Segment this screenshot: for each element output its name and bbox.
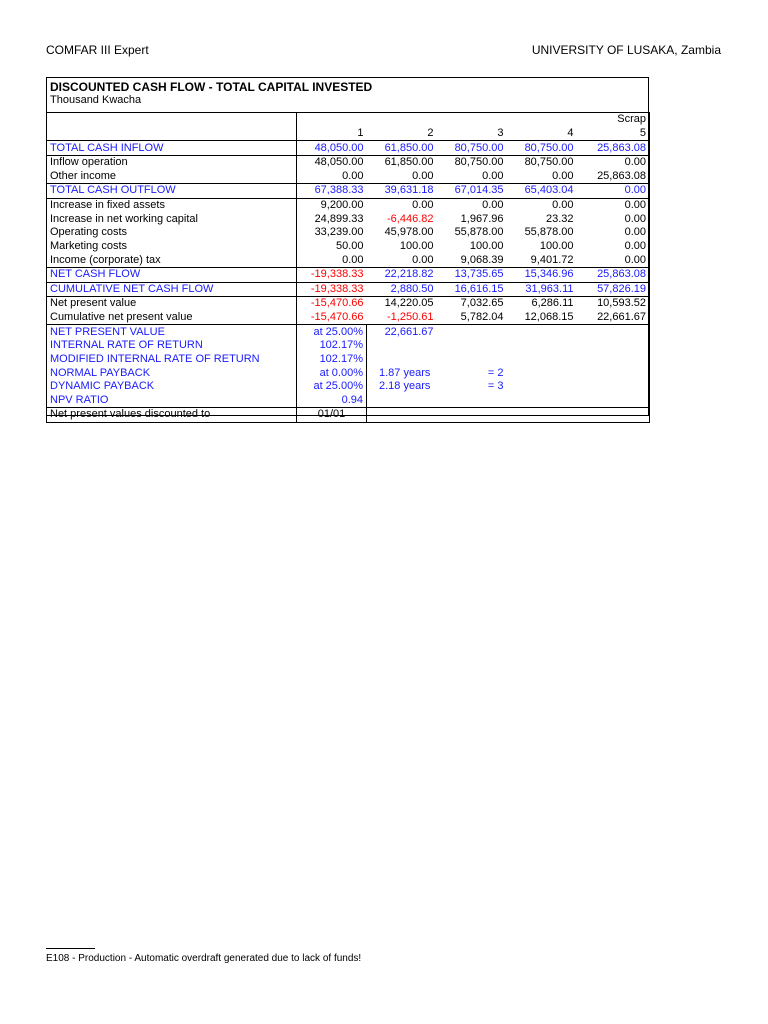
cell: 0.00 [577,198,650,212]
row-label: NET CASH FLOW [47,267,297,282]
summary-label: NORMAL PAYBACK [47,366,297,380]
cell: -15,470.66 [297,311,367,325]
cell: 16,616.15 [437,282,507,297]
cell: 61,850.00 [367,141,437,156]
table-row [47,297,650,311]
footnote: E108 - Production - Automatic overdraft generated due to lack of funds! [46,953,362,964]
report-unit: Thousand Kwacha [50,94,142,106]
summary-label: INTERNAL RATE OF RETURN [47,339,297,353]
cell: 100.00 [469,239,504,252]
cell: -19,338.33 [297,282,367,297]
cell: 0.00 [297,170,367,184]
cell: 15,346.96 [507,267,577,282]
cell: 13,735.65 [437,267,507,282]
summary-value: at 25.00% [297,380,367,394]
summary-row [47,339,650,353]
row-label: Operating costs [47,226,297,240]
summary-value: 2.18 years [379,380,431,393]
cell: 25,863.08 [577,141,650,156]
cell: 65,403.04 [507,184,577,199]
table-row [47,226,650,240]
summary-label: Net present values discounted to [47,408,297,423]
cell: 100.00 [539,239,574,252]
summary-row [47,394,650,408]
summary-row [47,408,650,423]
summary-value [367,353,437,367]
row-label: TOTAL CASH INFLOW [47,141,297,156]
summary-value [437,408,507,423]
cell: 31,963.11 [507,282,577,297]
row-label: Net present value [47,297,297,311]
cell: 0.00 [367,253,437,267]
cell: -6,446.82 [387,212,434,225]
cell: 22,218.82 [367,267,437,282]
table-row [47,184,650,199]
cell: 0.00 [577,212,650,226]
cash-flow-table [46,112,650,423]
cell: 0.00 [297,253,367,267]
summary-value: = 2 [487,366,504,379]
cell: 5,782.04 [437,311,507,325]
cell: 1,967.96 [460,212,504,225]
cell: 22,661.67 [577,311,650,325]
column-header-row-years [47,127,650,141]
cell: -15,470.66 [310,297,364,310]
row-label: Cumulative net present value [47,311,297,325]
header-app-name: COMFAR III Expert [46,43,149,57]
summary-label: NPV RATIO [47,394,297,408]
cell: 45,978.00 [384,226,434,239]
cell: 12,068.15 [507,311,577,325]
scrap-column-label: Scrap [577,113,650,127]
cell: 9,401.72 [507,253,577,267]
cell: 80,750.00 [524,156,574,169]
cell: 0.00 [482,199,504,212]
row-label: TOTAL CASH OUTFLOW [47,184,297,199]
summary-value: 22,661.67 [384,325,434,338]
table-row [47,253,650,267]
cell: 0.00 [577,240,650,254]
summary-value [367,339,437,353]
table-row [47,267,650,282]
year-header: 3 [497,126,504,139]
summary-value: 102.17% [297,339,367,353]
column-header-row-scrap [47,113,650,127]
summary-value: 102.17% [297,353,367,367]
summary-value: at 25.00% [297,325,367,339]
cell: 0.00 [507,170,577,184]
cell: 24,899.33 [314,212,364,225]
cell: 0.00 [552,199,574,212]
cell: 0.00 [577,155,650,169]
cell: 48,050.00 [297,141,367,156]
cell: 2,880.50 [367,282,437,297]
table-row [47,240,650,254]
table-row [47,282,650,297]
cell: 9,200.00 [320,199,364,212]
summary-label: DYNAMIC PAYBACK [47,380,297,394]
cell: 14,220.05 [384,297,434,310]
summary-value: 0.94 [297,394,367,408]
year-header: 5 [577,127,650,141]
cell: 67,388.33 [297,184,367,199]
cell: 80,750.00 [507,141,577,156]
cell: 0.00 [577,226,650,240]
cell: 100.00 [399,239,434,252]
table-row [47,141,650,156]
summary-value [437,353,507,367]
cell: 80,750.00 [437,141,507,156]
cell: 0.00 [437,170,507,184]
row-label: Increase in net working capital [47,212,297,226]
row-label: Income (corporate) tax [47,253,297,267]
summary-row [47,366,650,380]
cell: 25,863.08 [577,170,650,184]
footnote-rule [46,948,95,949]
cell: 6,286.11 [531,297,574,310]
cell: 25,863.08 [577,267,650,282]
report-title: DISCOUNTED CASH FLOW - TOTAL CAPITAL INVESTED [50,80,373,94]
summary-value [437,325,507,339]
table-row [47,155,650,169]
cell: 0.00 [367,170,437,184]
summary-value: 1.87 years [379,366,431,379]
cell: 33,239.00 [314,226,364,239]
row-label: Other income [47,170,297,184]
cell: 9,068.39 [437,253,507,267]
cell: 50.00 [335,239,364,252]
cell: 0.00 [412,199,434,212]
summary-value [367,408,437,423]
cell: 55,878.00 [524,226,574,239]
cell: 57,826.19 [577,282,650,297]
table-row [47,311,650,325]
summary-value [437,394,507,408]
cell: 39,631.18 [367,184,437,199]
cell: 61,850.00 [384,156,434,169]
table-row [47,170,650,184]
row-label: Marketing costs [47,240,297,254]
summary-row [47,353,650,367]
table-row [47,212,650,226]
row-label: CUMULATIVE NET CASH FLOW [47,282,297,297]
header-institution: UNIVERSITY OF LUSAKA, Zambia [531,43,721,57]
summary-value: 01/01 [297,408,367,423]
cell: 7,032.65 [460,297,504,310]
summary-label: NET PRESENT VALUE [47,325,297,339]
summary-value: = 3 [487,380,504,393]
year-header: 2 [427,126,434,139]
cell: 48,050.00 [314,156,364,169]
cell: 0.00 [577,253,650,267]
cell: 10,593.52 [577,297,650,311]
summary-label: MODIFIED INTERNAL RATE OF RETURN [47,353,297,367]
cell: 55,878.00 [454,226,504,239]
year-header: 4 [567,126,574,139]
cell: 67,014.35 [437,184,507,199]
summary-value: at 0.00% [297,366,367,380]
summary-value [367,394,437,408]
summary-value [437,339,507,353]
cell: 23.32 [545,212,574,225]
row-label: Increase in fixed assets [47,198,297,212]
summary-row [47,325,650,339]
row-label: Inflow operation [47,155,297,169]
cell: -1,250.61 [367,311,437,325]
year-header: 1 [357,126,364,139]
cell: 0.00 [577,184,650,199]
cell: -19,338.33 [297,267,367,282]
summary-row [47,380,650,394]
cell: 80,750.00 [454,156,504,169]
table-row [47,198,650,212]
